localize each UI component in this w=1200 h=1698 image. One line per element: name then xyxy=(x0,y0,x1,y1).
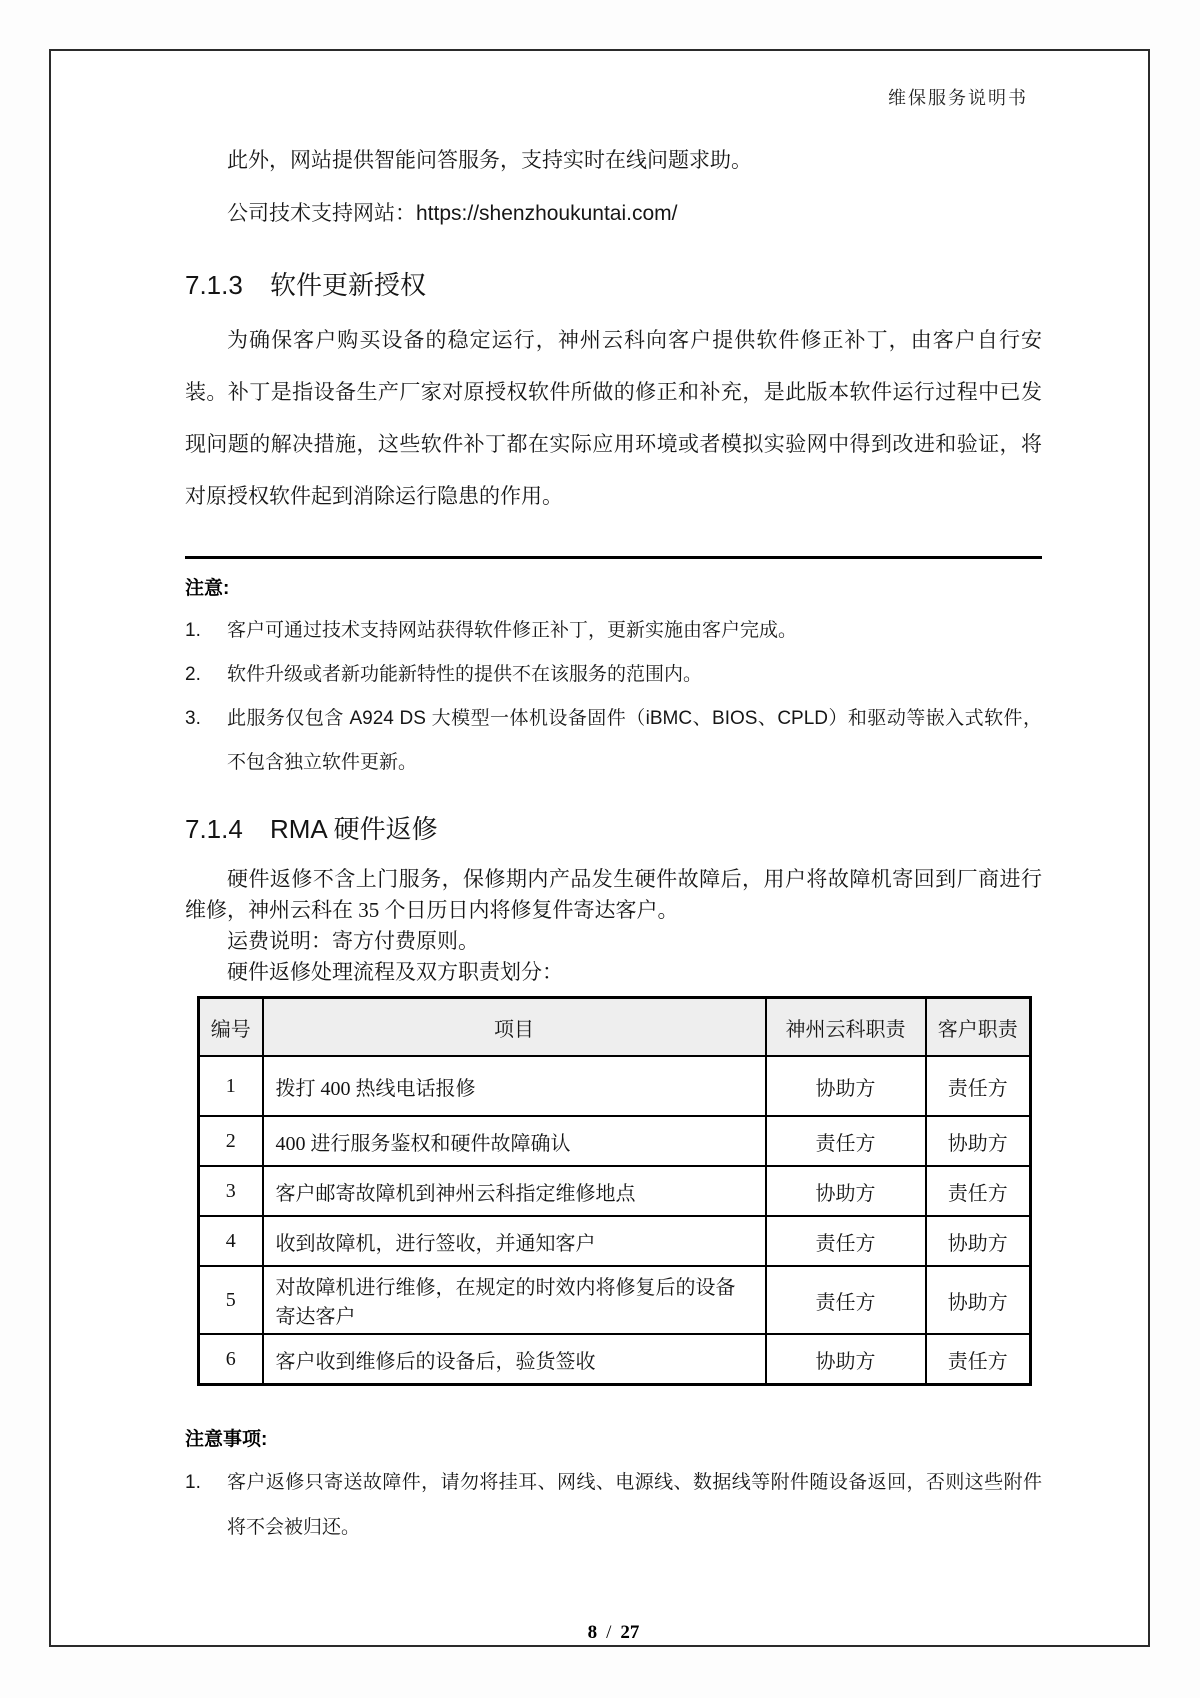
cell-number: 4 xyxy=(199,1216,263,1266)
note-item-number: 1. xyxy=(185,1472,201,1493)
intro-paragraph-2 xyxy=(185,200,1042,227)
section-number: 7.1.3 xyxy=(185,270,243,300)
cell-item: 客户邮寄故障机到神州云科指定维修地点 xyxy=(263,1166,766,1216)
cell-vendor-duty: 协助方 xyxy=(766,1334,926,1385)
cell-vendor-duty: 责任方 xyxy=(766,1216,926,1266)
cell-item: 收到故障机，进行签收，并通知客户 xyxy=(263,1216,766,1266)
page-number-total: 27 xyxy=(620,1622,640,1643)
cell-vendor-duty: 责任方 xyxy=(766,1266,926,1334)
page-footer xyxy=(185,1622,1042,1644)
note-item xyxy=(185,1460,1042,1550)
table-intro: 硬件返修处理流程及双方职责划分： xyxy=(227,960,563,984)
table-row xyxy=(199,1266,1031,1334)
cell-number: 6 xyxy=(199,1334,263,1385)
cell-item: 拨打 400 热线电话报修 xyxy=(263,1056,766,1116)
table-row xyxy=(199,1216,1031,1266)
notes-divider-line xyxy=(185,556,1042,559)
cell-customer-duty: 协助方 xyxy=(926,1216,1031,1266)
note-item-number: 2. xyxy=(185,664,201,685)
cell-customer-duty: 责任方 xyxy=(926,1334,1031,1385)
cell-customer-duty: 协助方 xyxy=(926,1116,1031,1166)
page-number-separator: / xyxy=(606,1622,612,1643)
section-7-1-4-body xyxy=(185,864,1042,988)
note-item-number: 1. xyxy=(185,620,201,641)
cell-customer-duty: 责任方 xyxy=(926,1056,1031,1116)
note-label-2: 注意事项: xyxy=(185,1429,268,1450)
note-item xyxy=(185,697,1042,785)
page-number-current: 8 xyxy=(587,1622,598,1643)
shipping-note: 运费说明：寄方付费原则。 xyxy=(227,929,479,953)
section-heading-7-1-4 xyxy=(185,813,1042,845)
note-item-text: 软件升级或者新功能新特性的提供不在该服务的范围内。 xyxy=(227,664,703,685)
section-7-1-3-body: 为确保客户购买设备的稳定运行，神州云科向客户提供软件修正补丁，由客户自行安装。补丁是指设备生产厂家对原授权软件所做的修正和补充，是此版本软件运行过程中已发现问题的解决措施，这些软件补丁都在实际应用环境或者模拟实验网中得到改进和验证，将对原授权软件起到消除运行隐患的作用。 xyxy=(185,329,1042,508)
cell-item: 对故障机进行维修，在规定的时效内将修复后的设备寄达客户 xyxy=(263,1266,766,1334)
cell-item: 400 进行服务鉴权和硬件故障确认 xyxy=(263,1116,766,1166)
rma-paragraph: 硬件返修不含上门服务，保修期内产品发生硬件故障后，用户将故障机寄回到厂商进行维修，神州云科在 35 个日历日内将修复件寄达客户。 xyxy=(185,867,1042,922)
cell-number: 1 xyxy=(199,1056,263,1116)
column-header-customer-duty: 客户职责 xyxy=(926,998,1031,1057)
table-row xyxy=(199,1056,1031,1116)
support-site-url: https://shenzhoukuntai.com/ xyxy=(416,202,678,225)
table-row xyxy=(199,1334,1031,1385)
rma-responsibility-table xyxy=(197,996,1032,1386)
column-header-number: 编号 xyxy=(199,998,263,1057)
cell-vendor-duty: 协助方 xyxy=(766,1056,926,1116)
cell-number: 3 xyxy=(199,1166,263,1216)
column-header-item: 项目 xyxy=(263,998,766,1057)
page-header xyxy=(185,87,1042,109)
cell-number: 5 xyxy=(199,1266,263,1334)
note-label: 注意: xyxy=(185,578,230,599)
cell-vendor-duty: 责任方 xyxy=(766,1116,926,1166)
note-item xyxy=(185,653,1042,697)
cell-customer-duty: 责任方 xyxy=(926,1166,1031,1216)
cell-customer-duty: 协助方 xyxy=(926,1266,1031,1334)
note-item-text: 此服务仅包含 A924 DS 大模型一体机设备固件（iBMC、BIOS、CPLD）和驱动等嵌入式软件，不包含独立软件更新。 xyxy=(227,708,1042,773)
support-site-label: 公司技术支持网站： xyxy=(227,202,416,225)
section-number: 7.1.4 xyxy=(185,814,243,844)
notes-list-7-1-3 xyxy=(185,609,1042,785)
header-title: 维保服务说明书 xyxy=(888,88,1028,108)
notes-list-7-1-4 xyxy=(185,1460,1042,1550)
section-title: RMA 硬件返修 xyxy=(270,814,438,844)
column-header-vendor-duty: 神州云科职责 xyxy=(766,998,926,1057)
cell-number: 2 xyxy=(199,1116,263,1166)
note-item-text: 客户返修只寄送故障件，请勿将挂耳、网线、电源线、数据线等附件随设备返回，否则这些附件将不会被归还。 xyxy=(227,1472,1042,1538)
table-row xyxy=(199,1116,1031,1166)
note-item-number: 3. xyxy=(185,708,201,729)
section-heading-7-1-3 xyxy=(185,269,1042,301)
cell-vendor-duty: 协助方 xyxy=(766,1166,926,1216)
section-title: 软件更新授权 xyxy=(270,270,427,300)
table-header-row xyxy=(199,998,1031,1057)
note-item xyxy=(185,609,1042,653)
document-page xyxy=(49,49,1150,1647)
cell-item: 客户收到维修后的设备后，验货签收 xyxy=(263,1334,766,1385)
intro-paragraph-1: 此外，网站提供智能问答服务，支持实时在线问题求助。 xyxy=(227,149,752,172)
note-item-text: 客户可通过技术支持网站获得软件修正补丁，更新实施由客户完成。 xyxy=(227,620,798,641)
table-row xyxy=(199,1166,1031,1216)
